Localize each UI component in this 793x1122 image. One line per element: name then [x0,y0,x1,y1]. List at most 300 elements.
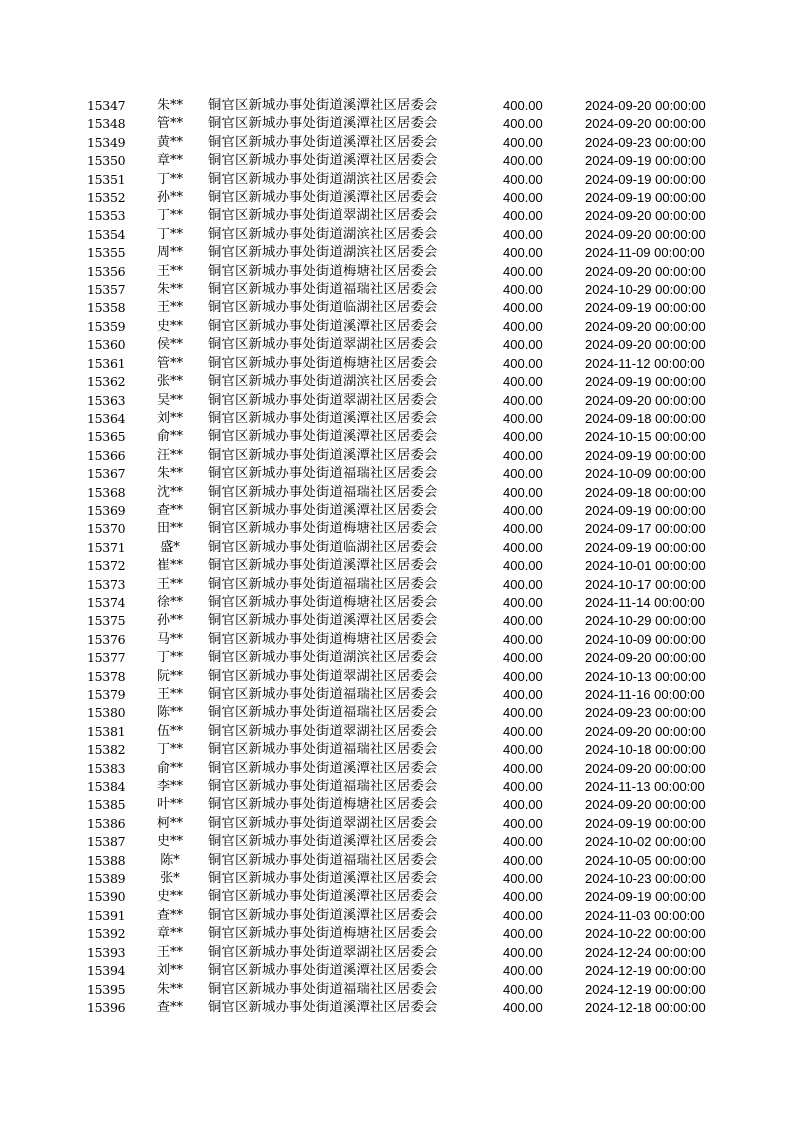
record-id-cell: 15391 [87,907,126,923]
record-id-cell: 15380 [87,705,126,721]
record-id-cell: 15379 [87,687,126,702]
community-name-cell: 铜官区新城办事处街道湖滨社区居委会 [208,226,438,242]
person-name-cell: 沈** [156,484,183,500]
community-name-cell: 铜官区新城办事处街道福瑞社区居委会 [208,742,438,758]
record-id-cell: 15374 [87,594,126,610]
record-id-cell: 15368 [87,484,126,500]
table-row [0,576,793,594]
table-row [0,631,793,649]
community-name-cell: 铜官区新城办事处街道溪潭社区居委会 [208,558,438,574]
amount-cell: 400.00 [503,429,543,445]
payment-date-cell: 2024-09-23 00:00:00 [585,705,706,721]
table-row [0,962,793,980]
community-name-cell: 铜官区新城办事处街道福瑞社区居委会 [208,779,438,795]
amount-cell: 400.00 [503,116,543,132]
table-row [0,502,793,520]
payment-date-cell: 2024-10-18 00:00:00 [585,742,706,758]
person-name-cell: 刘** [156,963,183,979]
community-name-cell: 铜官区新城办事处街道溪潭社区居委会 [208,834,438,850]
payment-date-cell: 2024-10-09 00:00:00 [585,631,706,647]
record-id-cell: 15360 [87,337,126,353]
community-name-cell: 铜官区新城办事处街道溪潭社区居委会 [208,760,438,776]
amount-cell: 400.00 [503,668,543,684]
table-row [0,171,793,189]
table-row [0,833,793,851]
table-row [0,373,793,391]
table-row [0,281,793,299]
person-name-cell: 张* [160,871,180,887]
record-id-cell: 15381 [87,723,126,739]
payment-date-cell: 2024-12-24 00:00:00 [585,944,706,960]
payment-date-cell: 2024-09-20 00:00:00 [585,226,706,242]
payment-date-cell: 2024-09-20 00:00:00 [585,797,706,813]
record-id-cell: 15365 [87,429,126,445]
payment-date-cell: 2024-10-22 00:00:00 [585,926,706,942]
payment-date-cell: 2024-09-19 00:00:00 [585,539,706,555]
payment-date-cell: 2024-10-09 00:00:00 [585,466,706,482]
community-name-cell: 铜官区新城办事处街道翠湖社区居委会 [208,944,438,960]
person-name-cell: 俞** [156,429,183,445]
amount-cell: 400.00 [503,171,543,187]
table-row [0,944,793,962]
person-name-cell: 丁** [156,742,183,758]
community-name-cell: 铜官区新城办事处街道梅塘社区居委会 [208,631,438,647]
record-id-cell: 15358 [87,300,126,316]
person-name-cell: 伍** [156,723,183,739]
payment-date-cell: 2024-09-20 00:00:00 [585,263,706,279]
payment-date-cell: 2024-09-20 00:00:00 [585,208,706,224]
table-row [0,263,793,281]
record-id-cell: 15349 [87,134,126,150]
person-name-cell: 周** [156,245,183,261]
payment-date-cell: 2024-11-03 00:00:00 [585,907,705,923]
table-row [0,97,793,115]
community-name-cell: 铜官区新城办事处街道福瑞社区居委会 [208,282,438,298]
community-name-cell: 铜官区新城办事处街道福瑞社区居委会 [208,981,438,997]
payment-date-cell: 2024-12-19 00:00:00 [585,981,706,997]
person-name-cell: 刘** [156,410,183,426]
amount-cell: 400.00 [503,852,543,868]
table-row [0,925,793,943]
person-name-cell: 史** [156,834,183,850]
amount-cell: 400.00 [503,815,543,831]
person-name-cell: 章** [156,153,183,169]
amount-cell: 400.00 [503,558,543,574]
community-name-cell: 铜官区新城办事处街道溪潭社区居委会 [208,889,438,905]
payment-date-cell: 2024-12-19 00:00:00 [585,963,706,979]
record-id-cell: 15384 [87,779,126,795]
record-id-cell: 15359 [87,318,126,334]
community-name-cell: 铜官区新城办事处街道翠湖社区居委会 [208,392,438,408]
table-row [0,520,793,538]
amount-cell: 400.00 [503,245,543,261]
community-name-cell: 铜官区新城办事处街道溪潭社区居委会 [208,429,438,445]
record-id-cell: 15372 [87,558,126,574]
community-name-cell: 铜官区新城办事处街道梅塘社区居委会 [208,797,438,813]
payment-date-cell: 2024-10-05 00:00:00 [585,852,706,868]
person-name-cell: 史** [156,889,183,905]
person-name-cell: 查** [156,999,183,1015]
record-id-cell: 15350 [87,153,126,169]
amount-cell: 400.00 [503,392,543,408]
table-row [0,207,793,225]
person-name-cell: 朱** [156,282,183,298]
records-table [0,97,793,1017]
record-id-cell: 15395 [87,981,126,997]
table-row [0,649,793,667]
person-name-cell: 李** [156,779,183,795]
community-name-cell: 铜官区新城办事处街道溪潭社区居委会 [208,613,438,629]
person-name-cell: 黄** [156,134,183,150]
payment-date-cell: 2024-09-23 00:00:00 [585,134,706,150]
payment-date-cell: 2024-09-19 00:00:00 [585,502,706,518]
record-id-cell: 15373 [87,576,126,592]
community-name-cell: 铜官区新城办事处街道临湖社区居委会 [208,539,438,555]
table-row [0,410,793,428]
person-name-cell: 汪** [156,447,183,463]
table-row [0,999,793,1017]
amount-cell: 400.00 [503,760,543,776]
amount-cell: 400.00 [503,355,543,371]
table-row [0,299,793,317]
table-row [0,686,793,704]
table-row [0,668,793,686]
payment-date-cell: 2024-10-13 00:00:00 [585,668,706,684]
person-name-cell: 孙** [156,613,183,629]
amount-cell: 400.00 [503,300,543,316]
person-name-cell: 盛* [160,539,180,555]
community-name-cell: 铜官区新城办事处街道溪潭社区居委会 [208,98,438,113]
person-name-cell: 王** [156,944,183,960]
person-name-cell: 史** [156,318,183,334]
record-id-cell: 15393 [87,944,126,960]
table-row [0,465,793,483]
payment-date-cell: 2024-10-01 00:00:00 [585,558,706,574]
payment-date-cell: 2024-09-20 00:00:00 [585,723,706,739]
payment-date-cell: 2024-09-20 00:00:00 [585,98,706,113]
payment-date-cell: 2024-09-19 00:00:00 [585,171,706,187]
amount-cell: 400.00 [503,374,543,390]
table-row [0,557,793,575]
record-id-cell: 15378 [87,668,126,684]
person-name-cell: 朱** [156,98,183,113]
community-name-cell: 铜官区新城办事处街道溪潭社区居委会 [208,116,438,132]
amount-cell: 400.00 [503,871,543,887]
community-name-cell: 铜官区新城办事处街道翠湖社区居委会 [208,815,438,831]
table-row [0,888,793,906]
record-id-cell: 15387 [87,834,126,850]
person-name-cell: 俞** [156,760,183,776]
payment-date-cell: 2024-09-20 00:00:00 [585,392,706,408]
person-name-cell: 管** [156,355,183,371]
community-name-cell: 铜官区新城办事处街道湖滨社区居委会 [208,171,438,187]
amount-cell: 400.00 [503,631,543,647]
community-name-cell: 铜官区新城办事处街道福瑞社区居委会 [208,484,438,500]
person-name-cell: 王** [156,576,183,592]
person-name-cell: 陈* [160,852,180,868]
table-row [0,594,793,612]
amount-cell: 400.00 [503,190,543,206]
payment-date-cell: 2024-09-20 00:00:00 [585,650,706,666]
record-id-cell: 15363 [87,392,126,408]
record-id-cell: 15347 [87,98,126,113]
record-id-cell: 15389 [87,871,126,887]
amount-cell: 400.00 [503,484,543,500]
amount-cell: 400.00 [503,502,543,518]
person-name-cell: 丁** [156,226,183,242]
table-row [0,318,793,336]
payment-date-cell: 2024-09-20 00:00:00 [585,116,706,132]
amount-cell: 400.00 [503,282,543,298]
record-id-cell: 15377 [87,650,126,666]
amount-cell: 400.00 [503,594,543,610]
person-name-cell: 徐** [156,594,183,610]
payment-date-cell: 2024-09-20 00:00:00 [585,760,706,776]
record-id-cell: 15353 [87,208,126,224]
payment-date-cell: 2024-10-15 00:00:00 [585,429,706,445]
table-row [0,189,793,207]
amount-cell: 400.00 [503,337,543,353]
person-name-cell: 孙** [156,190,183,206]
community-name-cell: 铜官区新城办事处街道福瑞社区居委会 [208,705,438,721]
person-name-cell: 王** [156,263,183,279]
table-row [0,815,793,833]
community-name-cell: 铜官区新城办事处街道翠湖社区居委会 [208,723,438,739]
payment-date-cell: 2024-11-13 00:00:00 [585,779,705,795]
record-id-cell: 15385 [87,797,126,813]
person-name-cell: 丁** [156,171,183,187]
community-name-cell: 铜官区新城办事处街道梅塘社区居委会 [208,355,438,371]
amount-cell: 400.00 [503,263,543,279]
amount-cell: 400.00 [503,153,543,169]
payment-date-cell: 2024-09-20 00:00:00 [585,337,706,353]
record-id-cell: 15386 [87,815,126,831]
record-id-cell: 15366 [87,447,126,463]
person-name-cell: 张** [156,374,183,390]
payment-date-cell: 2024-09-17 00:00:00 [585,521,706,537]
record-id-cell: 15369 [87,502,126,518]
amount-cell: 400.00 [503,98,543,113]
person-name-cell: 丁** [156,650,183,666]
person-name-cell: 章** [156,926,183,942]
amount-cell: 400.00 [503,410,543,426]
table-row [0,539,793,557]
person-name-cell: 王** [156,300,183,316]
community-name-cell: 铜官区新城办事处街道溪潭社区居委会 [208,963,438,979]
community-name-cell: 铜官区新城办事处街道溪潭社区居委会 [208,410,438,426]
person-name-cell: 田** [156,521,183,537]
community-name-cell: 铜官区新城办事处街道溪潭社区居委会 [208,907,438,923]
person-name-cell: 陈** [156,705,183,721]
record-id-cell: 15375 [87,613,126,629]
community-name-cell: 铜官区新城办事处街道溪潭社区居委会 [208,871,438,887]
community-name-cell: 铜官区新城办事处街道溪潭社区居委会 [208,153,438,169]
community-name-cell: 铜官区新城办事处街道湖滨社区居委会 [208,650,438,666]
record-id-cell: 15388 [87,852,126,868]
table-row [0,723,793,741]
table-row [0,355,793,373]
amount-cell: 400.00 [503,963,543,979]
payment-date-cell: 2024-10-02 00:00:00 [585,834,706,850]
amount-cell: 400.00 [503,779,543,795]
community-name-cell: 铜官区新城办事处街道溪潭社区居委会 [208,502,438,518]
record-id-cell: 15390 [87,889,126,905]
table-row [0,778,793,796]
person-name-cell: 柯** [156,815,183,831]
amount-cell: 400.00 [503,926,543,942]
community-name-cell: 铜官区新城办事处街道福瑞社区居委会 [208,687,438,702]
community-name-cell: 铜官区新城办事处街道梅塘社区居委会 [208,263,438,279]
community-name-cell: 铜官区新城办事处街道翠湖社区居委会 [208,668,438,684]
record-id-cell: 15351 [87,171,126,187]
amount-cell: 400.00 [503,889,543,905]
person-name-cell: 崔** [156,558,183,574]
payment-date-cell: 2024-09-19 00:00:00 [585,153,706,169]
community-name-cell: 铜官区新城办事处街道翠湖社区居委会 [208,208,438,224]
community-name-cell: 铜官区新城办事处街道溪潭社区居委会 [208,447,438,463]
record-id-cell: 15396 [87,999,126,1015]
payment-date-cell: 2024-11-12 00:00:00 [585,355,705,371]
record-id-cell: 15383 [87,760,126,776]
table-row [0,612,793,630]
person-name-cell: 丁** [156,208,183,224]
amount-cell: 400.00 [503,650,543,666]
payment-date-cell: 2024-12-18 00:00:00 [585,999,706,1015]
community-name-cell: 铜官区新城办事处街道临湖社区居委会 [208,300,438,316]
payment-date-cell: 2024-10-29 00:00:00 [585,282,706,298]
amount-cell: 400.00 [503,576,543,592]
amount-cell: 400.00 [503,981,543,997]
table-row [0,115,793,133]
payment-date-cell: 2024-09-19 00:00:00 [585,447,706,463]
table-row [0,447,793,465]
person-name-cell: 王** [156,687,183,702]
payment-date-cell: 2024-11-16 00:00:00 [585,687,705,702]
table-row [0,336,793,354]
amount-cell: 400.00 [503,539,543,555]
payment-date-cell: 2024-09-19 00:00:00 [585,374,706,390]
person-name-cell: 管** [156,116,183,132]
record-id-cell: 15364 [87,410,126,426]
payment-date-cell: 2024-09-19 00:00:00 [585,300,706,316]
amount-cell: 400.00 [503,466,543,482]
table-row [0,760,793,778]
amount-cell: 400.00 [503,208,543,224]
record-id-cell: 15371 [87,539,126,555]
record-id-cell: 15376 [87,631,126,647]
payment-date-cell: 2024-09-19 00:00:00 [585,815,706,831]
table-row [0,704,793,722]
amount-cell: 400.00 [503,742,543,758]
payment-date-cell: 2024-09-19 00:00:00 [585,889,706,905]
person-name-cell: 马** [156,631,183,647]
community-name-cell: 铜官区新城办事处街道梅塘社区居委会 [208,594,438,610]
amount-cell: 400.00 [503,705,543,721]
table-row [0,484,793,502]
table-row [0,152,793,170]
person-name-cell: 侯** [156,337,183,353]
record-id-cell: 15394 [87,963,126,979]
record-id-cell: 15361 [87,355,126,371]
table-row [0,741,793,759]
amount-cell: 400.00 [503,907,543,923]
table-row [0,870,793,888]
amount-cell: 400.00 [503,613,543,629]
payment-date-cell: 2024-10-29 00:00:00 [585,613,706,629]
person-name-cell: 朱** [156,466,183,482]
community-name-cell: 铜官区新城办事处街道溪潭社区居委会 [208,318,438,334]
amount-cell: 400.00 [503,723,543,739]
record-id-cell: 15370 [87,521,126,537]
table-row [0,981,793,999]
amount-cell: 400.00 [503,318,543,334]
payment-date-cell: 2024-11-09 00:00:00 [585,245,705,261]
record-id-cell: 15352 [87,190,126,206]
payment-date-cell: 2024-09-20 00:00:00 [585,318,706,334]
amount-cell: 400.00 [503,797,543,813]
amount-cell: 400.00 [503,226,543,242]
amount-cell: 400.00 [503,687,543,702]
community-name-cell: 铜官区新城办事处街道梅塘社区居委会 [208,926,438,942]
record-id-cell: 15357 [87,282,126,298]
amount-cell: 400.00 [503,944,543,960]
record-id-cell: 15355 [87,245,126,261]
amount-cell: 400.00 [503,134,543,150]
payment-date-cell: 2024-09-19 00:00:00 [585,190,706,206]
table-row [0,428,793,446]
community-name-cell: 铜官区新城办事处街道湖滨社区居委会 [208,374,438,390]
table-row [0,226,793,244]
amount-cell: 400.00 [503,834,543,850]
table-row [0,907,793,925]
payment-date-cell: 2024-11-14 00:00:00 [585,594,705,610]
record-id-cell: 15367 [87,466,126,482]
record-id-cell: 15356 [87,263,126,279]
table-row [0,796,793,814]
person-name-cell: 叶** [156,797,183,813]
community-name-cell: 铜官区新城办事处街道湖滨社区居委会 [208,245,438,261]
community-name-cell: 铜官区新城办事处街道福瑞社区居委会 [208,466,438,482]
amount-cell: 400.00 [503,999,543,1015]
community-name-cell: 铜官区新城办事处街道梅塘社区居委会 [208,521,438,537]
table-row [0,134,793,152]
community-name-cell: 铜官区新城办事处街道溪潭社区居委会 [208,134,438,150]
payment-date-cell: 2024-09-18 00:00:00 [585,410,706,426]
community-name-cell: 铜官区新城办事处街道溪潭社区居委会 [208,999,438,1015]
person-name-cell: 查** [156,502,183,518]
table-row [0,244,793,262]
record-id-cell: 15382 [87,742,126,758]
table-row [0,392,793,410]
community-name-cell: 铜官区新城办事处街道福瑞社区居委会 [208,576,438,592]
record-id-cell: 15354 [87,226,126,242]
table-row [0,852,793,870]
amount-cell: 400.00 [503,521,543,537]
payment-date-cell: 2024-09-18 00:00:00 [585,484,706,500]
community-name-cell: 铜官区新城办事处街道福瑞社区居委会 [208,852,438,868]
person-name-cell: 吴** [156,392,183,408]
community-name-cell: 铜官区新城办事处街道翠湖社区居委会 [208,337,438,353]
person-name-cell: 查** [156,907,183,923]
payment-date-cell: 2024-10-23 00:00:00 [585,871,706,887]
record-id-cell: 15348 [87,116,126,132]
person-name-cell: 阮** [156,668,183,684]
record-id-cell: 15362 [87,374,126,390]
community-name-cell: 铜官区新城办事处街道溪潭社区居委会 [208,190,438,206]
amount-cell: 400.00 [503,447,543,463]
person-name-cell: 朱** [156,981,183,997]
record-id-cell: 15392 [87,926,126,942]
